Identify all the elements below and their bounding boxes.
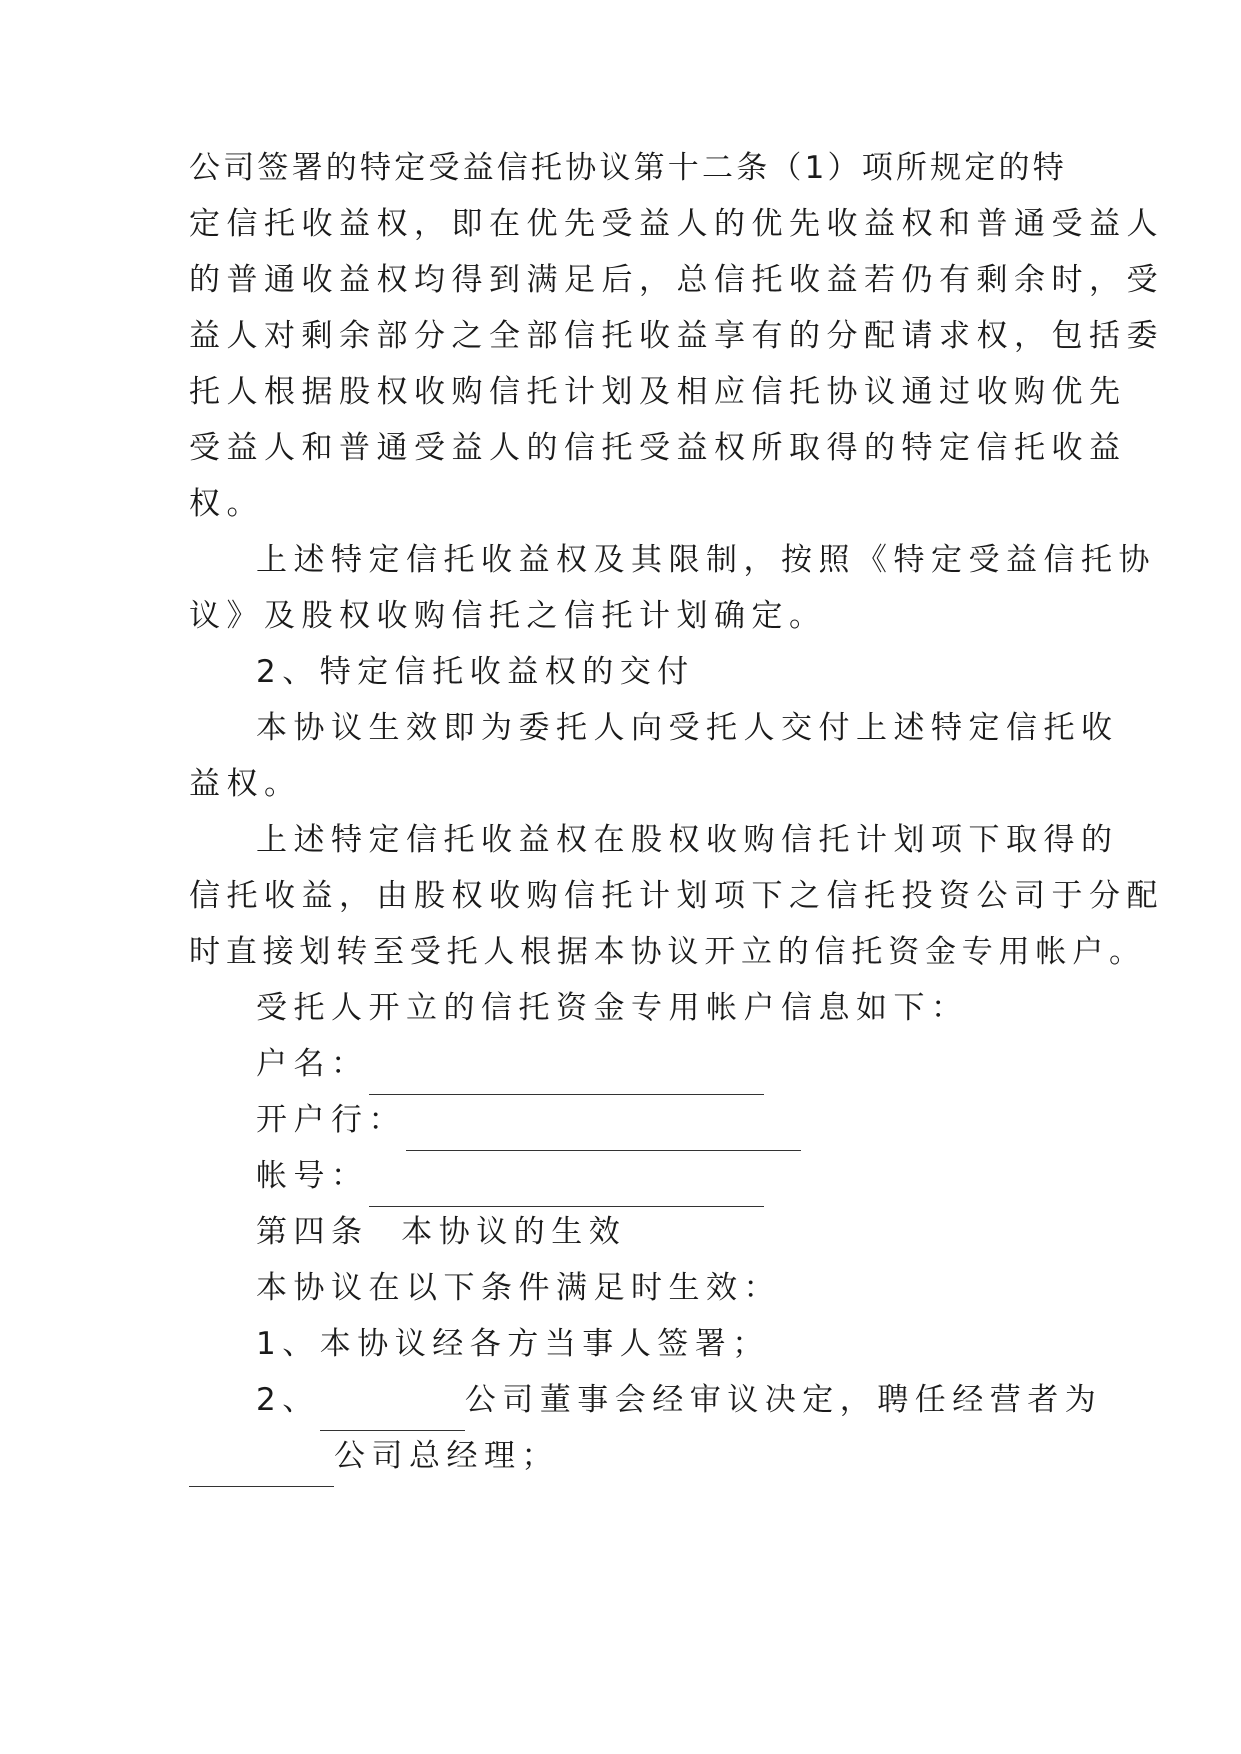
paragraph-line: 信托收益，由股权收购信托计划项下之信托投资公司于分配: [189, 878, 1164, 914]
paragraph-line: 上述特定信托收益权及其限制，按照《特定受益信托协: [256, 542, 1156, 578]
paragraph-line: 益人对剩余部分之全部信托收益享有的分配请求权，包括委: [189, 318, 1164, 354]
list-item-text: 公司总经理；: [334, 1438, 559, 1474]
account-number-label: 帐号：: [256, 1158, 369, 1194]
paragraph-line: 本协议生效即为委托人向受托人交付上述特定信托收: [256, 710, 1119, 746]
paragraph-line: 受益人和普通受益人的信托受益权所取得的特定信托收益: [189, 430, 1127, 466]
paragraph-line: 受托人开立的信托资金专用帐户信息如下：: [256, 990, 969, 1026]
paragraph-line: 托人根据股权收购信托计划及相应信托协议通过收购优先: [189, 374, 1127, 410]
account-number-row: [256, 1145, 1069, 1207]
paragraph-line: 议》及股权收购信托之信托计划确定。: [189, 598, 827, 634]
paragraph-line: 定信托收益权，即在优先受益人的优先收益权和普通受益人: [189, 206, 1164, 242]
list-item: [256, 1369, 1103, 1431]
paragraph-line: 本协议在以下条件满足时生效：: [256, 1270, 781, 1306]
paragraph-line: 公司签署的特定受益信托协议第十二条（1）项所规定的特: [189, 150, 1067, 186]
article-heading: 第四条 本协议的生效: [256, 1214, 627, 1250]
paragraph-line: 时直接划转至受托人根据本协议开立的信托资金专用帐户。: [189, 934, 1146, 970]
account-bank-row: [256, 1089, 1069, 1151]
paragraph-line: 上述特定信托收益权在股权收购信托计划项下取得的: [256, 822, 1119, 858]
list-item-continuation: [189, 1425, 1069, 1487]
list-item: 1、本协议经各方当事人签署；: [256, 1326, 770, 1362]
list-item-number: 2、: [256, 1382, 320, 1418]
list-item-text: 公司董事会经审议决定，聘任经营者为: [464, 1382, 1103, 1418]
account-bank-label: 开户行：: [256, 1102, 406, 1138]
company-name-blank: [189, 1446, 334, 1487]
paragraph-line: 权。: [189, 486, 264, 522]
paragraph-line: 的普通收益权均得到满足后，总信托收益若仍有剩余时，受: [189, 262, 1164, 298]
paragraph-line: 益权。: [189, 766, 302, 802]
account-name-label: 户名：: [256, 1046, 369, 1082]
section-heading: 2、特定信托收益权的交付: [256, 654, 695, 690]
account-name-row: [256, 1033, 1069, 1095]
